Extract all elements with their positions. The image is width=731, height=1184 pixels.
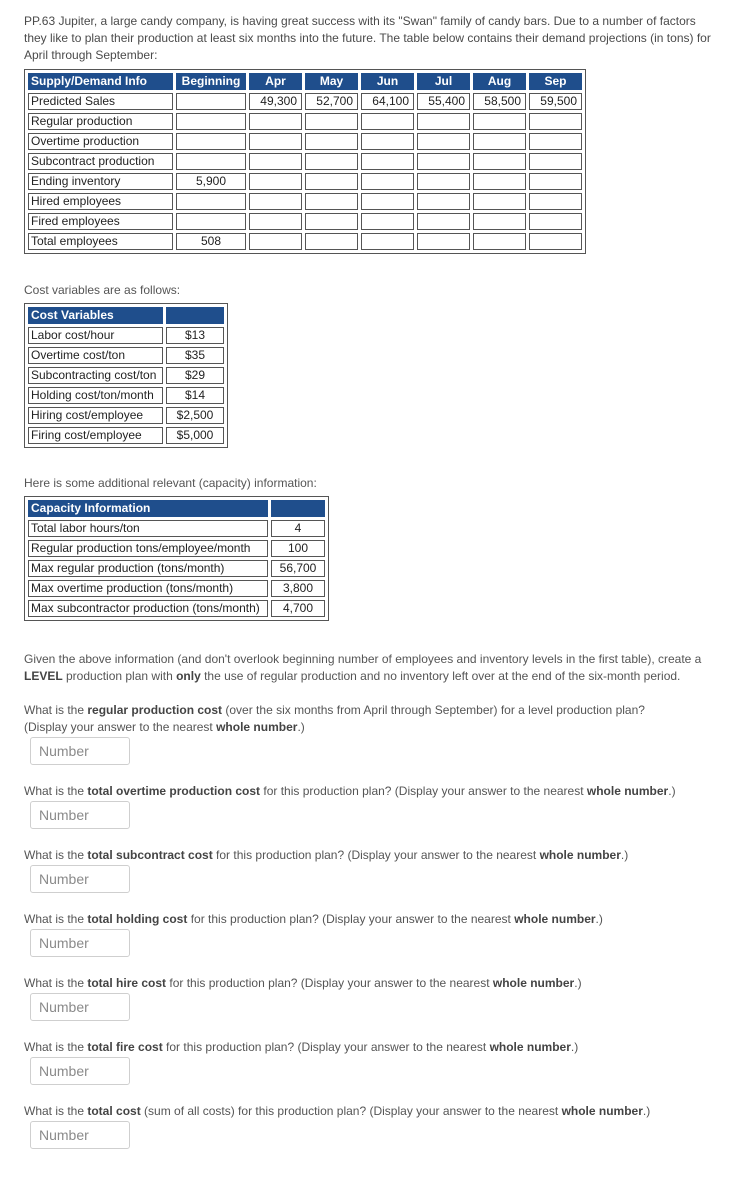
question-emphasis: whole number	[561, 1104, 643, 1118]
cell-aug	[473, 193, 526, 210]
question-emphasis: whole number	[489, 1040, 571, 1054]
cost-variables-table	[24, 303, 228, 448]
capacity-value: 4	[271, 520, 325, 537]
capacity-value: 100	[271, 540, 325, 557]
question-text: What is the	[24, 1040, 88, 1054]
cell-may	[305, 233, 358, 250]
question-regular-production-cost	[24, 702, 714, 736]
cell-jul: 55,400	[417, 93, 470, 110]
header-capacity-value	[271, 500, 325, 517]
header-jul: Jul	[417, 73, 470, 90]
supply-header-row	[28, 73, 582, 90]
question-holding-cost	[24, 911, 714, 928]
cell-beginning	[176, 193, 246, 210]
row-label: Subcontract production	[28, 153, 173, 170]
cell-jun: 64,100	[361, 93, 414, 110]
cost-value: $2,500	[166, 407, 224, 424]
row-ending-inventory	[28, 173, 582, 190]
capacity-value: 3,800	[271, 580, 325, 597]
capacity-intro: Here is some additional relevant (capacity) information:	[24, 476, 317, 490]
row-regular-production	[28, 113, 582, 130]
cell-apr: 49,300	[249, 93, 302, 110]
question-text: What is the	[24, 848, 88, 862]
question-emphasis: whole number	[586, 784, 669, 798]
cell-jul	[417, 193, 470, 210]
cell-aug	[473, 113, 526, 130]
cell-aug	[473, 153, 526, 170]
row-fired-employees	[28, 213, 582, 230]
capacity-row	[28, 600, 325, 617]
regular-production-cost-input[interactable]	[30, 737, 130, 765]
row-hired-employees	[28, 193, 582, 210]
cell-jun	[361, 173, 414, 190]
cell-apr	[249, 133, 302, 150]
header-sep: Sep	[529, 73, 582, 90]
cell-jul	[417, 133, 470, 150]
cell-jun	[361, 153, 414, 170]
cell-apr	[249, 153, 302, 170]
cell-apr	[249, 233, 302, 250]
question-text: (over the six months from April through September) for a level production plan?	[222, 703, 645, 717]
cost-value: $35	[166, 347, 224, 364]
question-emphasis: total cost	[87, 1104, 141, 1118]
capacity-label: Max regular production (tons/month)	[28, 560, 268, 577]
cost-label: Labor cost/hour	[28, 327, 163, 344]
cost-value: $13	[166, 327, 224, 344]
question-text: What is the	[24, 912, 88, 926]
header-beginning: Beginning	[176, 73, 246, 90]
cell-may	[305, 153, 358, 170]
row-predicted-sales	[28, 93, 582, 110]
cell-sep	[529, 233, 582, 250]
cell-sep: 59,500	[529, 93, 582, 110]
cost-value: $14	[166, 387, 224, 404]
cell-jun	[361, 213, 414, 230]
question-emphasis: total hire cost	[87, 976, 167, 990]
question-emphasis: whole number	[216, 720, 298, 734]
capacity-label: Total labor hours/ton	[28, 520, 268, 537]
question-text: for this production plan? (Display your answer to the nearest	[162, 1040, 490, 1054]
cell-apr	[249, 193, 302, 210]
question-text: .)	[570, 1040, 579, 1054]
cell-may	[305, 193, 358, 210]
capacity-row	[28, 520, 325, 537]
capacity-value: 56,700	[271, 560, 325, 577]
question-text: (sum of all costs) for this production plan? (Display your answer to the nearest	[140, 1104, 562, 1118]
row-label: Fired employees	[28, 213, 173, 230]
header-cost-value	[166, 307, 224, 324]
question-emphasis: regular production cost	[87, 703, 223, 717]
question-emphasis: whole number	[492, 976, 575, 990]
question-text: for this production plan? (Display your answer to the nearest	[212, 848, 540, 862]
row-label: Total employees	[28, 233, 173, 250]
header-may: May	[305, 73, 358, 90]
question-text: .)	[668, 784, 676, 798]
question-text: .)	[574, 976, 582, 990]
capacity-row	[28, 580, 325, 597]
cost-row	[28, 407, 224, 424]
capacity-info-table	[24, 496, 329, 621]
question-text: What is the	[24, 1104, 88, 1118]
cell-beginning: 508	[176, 233, 246, 250]
cell-aug	[473, 233, 526, 250]
header-jun: Jun	[361, 73, 414, 90]
row-label: Hired employees	[28, 193, 173, 210]
question-text: .)	[620, 848, 629, 862]
cost-row	[28, 327, 224, 344]
cost-value: $5,000	[166, 427, 224, 444]
cell-may	[305, 213, 358, 230]
question-hire-cost	[24, 975, 714, 992]
overtime-cost-input[interactable]	[30, 801, 130, 829]
question-emphasis: whole number	[514, 912, 596, 926]
cell-aug	[473, 133, 526, 150]
cell-sep	[529, 193, 582, 210]
cost-row	[28, 347, 224, 364]
question-text: for this production plan? (Display your answer to the nearest	[187, 912, 515, 926]
cell-jun	[361, 233, 414, 250]
cell-beginning	[176, 133, 246, 150]
question-total-cost	[24, 1103, 714, 1120]
row-overtime-production	[28, 133, 582, 150]
capacity-label: Regular production tons/employee/month	[28, 540, 268, 557]
cost-label: Overtime cost/ton	[28, 347, 163, 364]
question-text: for this production plan? (Display your answer to the nearest	[260, 784, 587, 798]
cell-sep	[529, 173, 582, 190]
hire-cost-input[interactable]	[30, 993, 130, 1021]
cell-apr	[249, 213, 302, 230]
row-total-employees	[28, 233, 582, 250]
row-label: Ending inventory	[28, 173, 173, 190]
instructions-text: production plan with	[62, 669, 177, 683]
instructions-text: the use of regular production and no inventory left over at the end of the six-month period.	[200, 669, 681, 683]
cell-apr	[249, 173, 302, 190]
cell-beginning	[176, 213, 246, 230]
capacity-label: Max overtime production (tons/month)	[28, 580, 268, 597]
cell-beginning	[176, 93, 246, 110]
holding-cost-input[interactable]	[30, 929, 130, 957]
row-label: Regular production	[28, 113, 173, 130]
cost-label: Hiring cost/employee	[28, 407, 163, 424]
cell-jun	[361, 133, 414, 150]
cell-may	[305, 133, 358, 150]
question-text: (Display your answer to the nearest	[24, 720, 217, 734]
cell-sep	[529, 113, 582, 130]
cost-intro: Cost variables are as follows:	[24, 283, 181, 297]
header-cost-variables: Cost Variables	[28, 307, 163, 324]
cell-jul	[417, 113, 470, 130]
capacity-value: 4,700	[271, 600, 325, 617]
cost-label: Holding cost/ton/month	[28, 387, 163, 404]
cell-jul	[417, 153, 470, 170]
cell-jun	[361, 113, 414, 130]
cell-apr	[249, 113, 302, 130]
capacity-row	[28, 540, 325, 557]
cost-value: $29	[166, 367, 224, 384]
cell-jul	[417, 173, 470, 190]
cell-jul	[417, 213, 470, 230]
question-text: What is the	[24, 703, 88, 717]
question-fire-cost	[24, 1039, 714, 1056]
question-overtime-cost	[24, 783, 714, 800]
question-emphasis: total fire cost	[87, 1040, 163, 1054]
cost-label: Subcontracting cost/ton	[28, 367, 163, 384]
cell-sep	[529, 153, 582, 170]
cell-jul	[417, 233, 470, 250]
cost-label: Firing cost/employee	[28, 427, 163, 444]
question-emphasis: total overtime production cost	[87, 784, 261, 798]
question-text: .)	[297, 720, 305, 734]
cell-aug	[473, 173, 526, 190]
row-label: Predicted Sales	[28, 93, 173, 110]
subcontract-cost-input[interactable]	[30, 865, 130, 893]
question-text: What is the	[24, 976, 88, 990]
total-cost-input[interactable]	[30, 1121, 130, 1149]
cell-sep	[529, 213, 582, 230]
question-text: .)	[642, 1104, 651, 1118]
supply-demand-table	[24, 69, 586, 254]
cost-row	[28, 367, 224, 384]
header-capacity-information: Capacity Information	[28, 500, 268, 517]
fire-cost-input[interactable]	[30, 1057, 130, 1085]
header-apr: Apr	[249, 73, 302, 90]
row-label: Overtime production	[28, 133, 173, 150]
cell-jun	[361, 193, 414, 210]
capacity-label: Max subcontractor production (tons/month)	[28, 600, 268, 617]
capacity-header-row	[28, 500, 325, 517]
cost-row	[28, 387, 224, 404]
header-aug: Aug	[473, 73, 526, 90]
cost-header-row	[28, 307, 224, 324]
question-text: .)	[595, 912, 603, 926]
header-supply-demand-info: Supply/Demand Info	[28, 73, 173, 90]
instructions-only: only	[176, 669, 201, 683]
instructions-level: LEVEL	[24, 669, 63, 683]
capacity-row	[28, 560, 325, 577]
cell-sep	[529, 133, 582, 150]
plan-instructions	[24, 651, 714, 685]
cell-beginning	[176, 153, 246, 170]
instructions-text: Given the above information (and don't overlook beginning number of employees and inventory levels in the first table), create a	[24, 652, 702, 666]
cell-beginning	[176, 113, 246, 130]
question-text: for this production plan? (Display your answer to the nearest	[166, 976, 493, 990]
cell-aug: 58,500	[473, 93, 526, 110]
cell-may	[305, 113, 358, 130]
row-subcontract-production	[28, 153, 582, 170]
cell-beginning: 5,900	[176, 173, 246, 190]
cell-may: 52,700	[305, 93, 358, 110]
problem-intro: PP.63 Jupiter, a large candy company, is having great success with its "Swan" family of candy bars. Due to a number of factors they like to plan their production at least six months into the future. The table below contains their demand projections (in tons) for April through September:	[24, 14, 711, 62]
cell-may	[305, 173, 358, 190]
question-emphasis: total holding cost	[87, 912, 188, 926]
question-text: What is the	[24, 784, 88, 798]
cell-aug	[473, 213, 526, 230]
question-subcontract-cost	[24, 847, 714, 864]
question-emphasis: whole number	[539, 848, 621, 862]
question-emphasis: total subcontract cost	[87, 848, 213, 862]
cost-row	[28, 427, 224, 444]
